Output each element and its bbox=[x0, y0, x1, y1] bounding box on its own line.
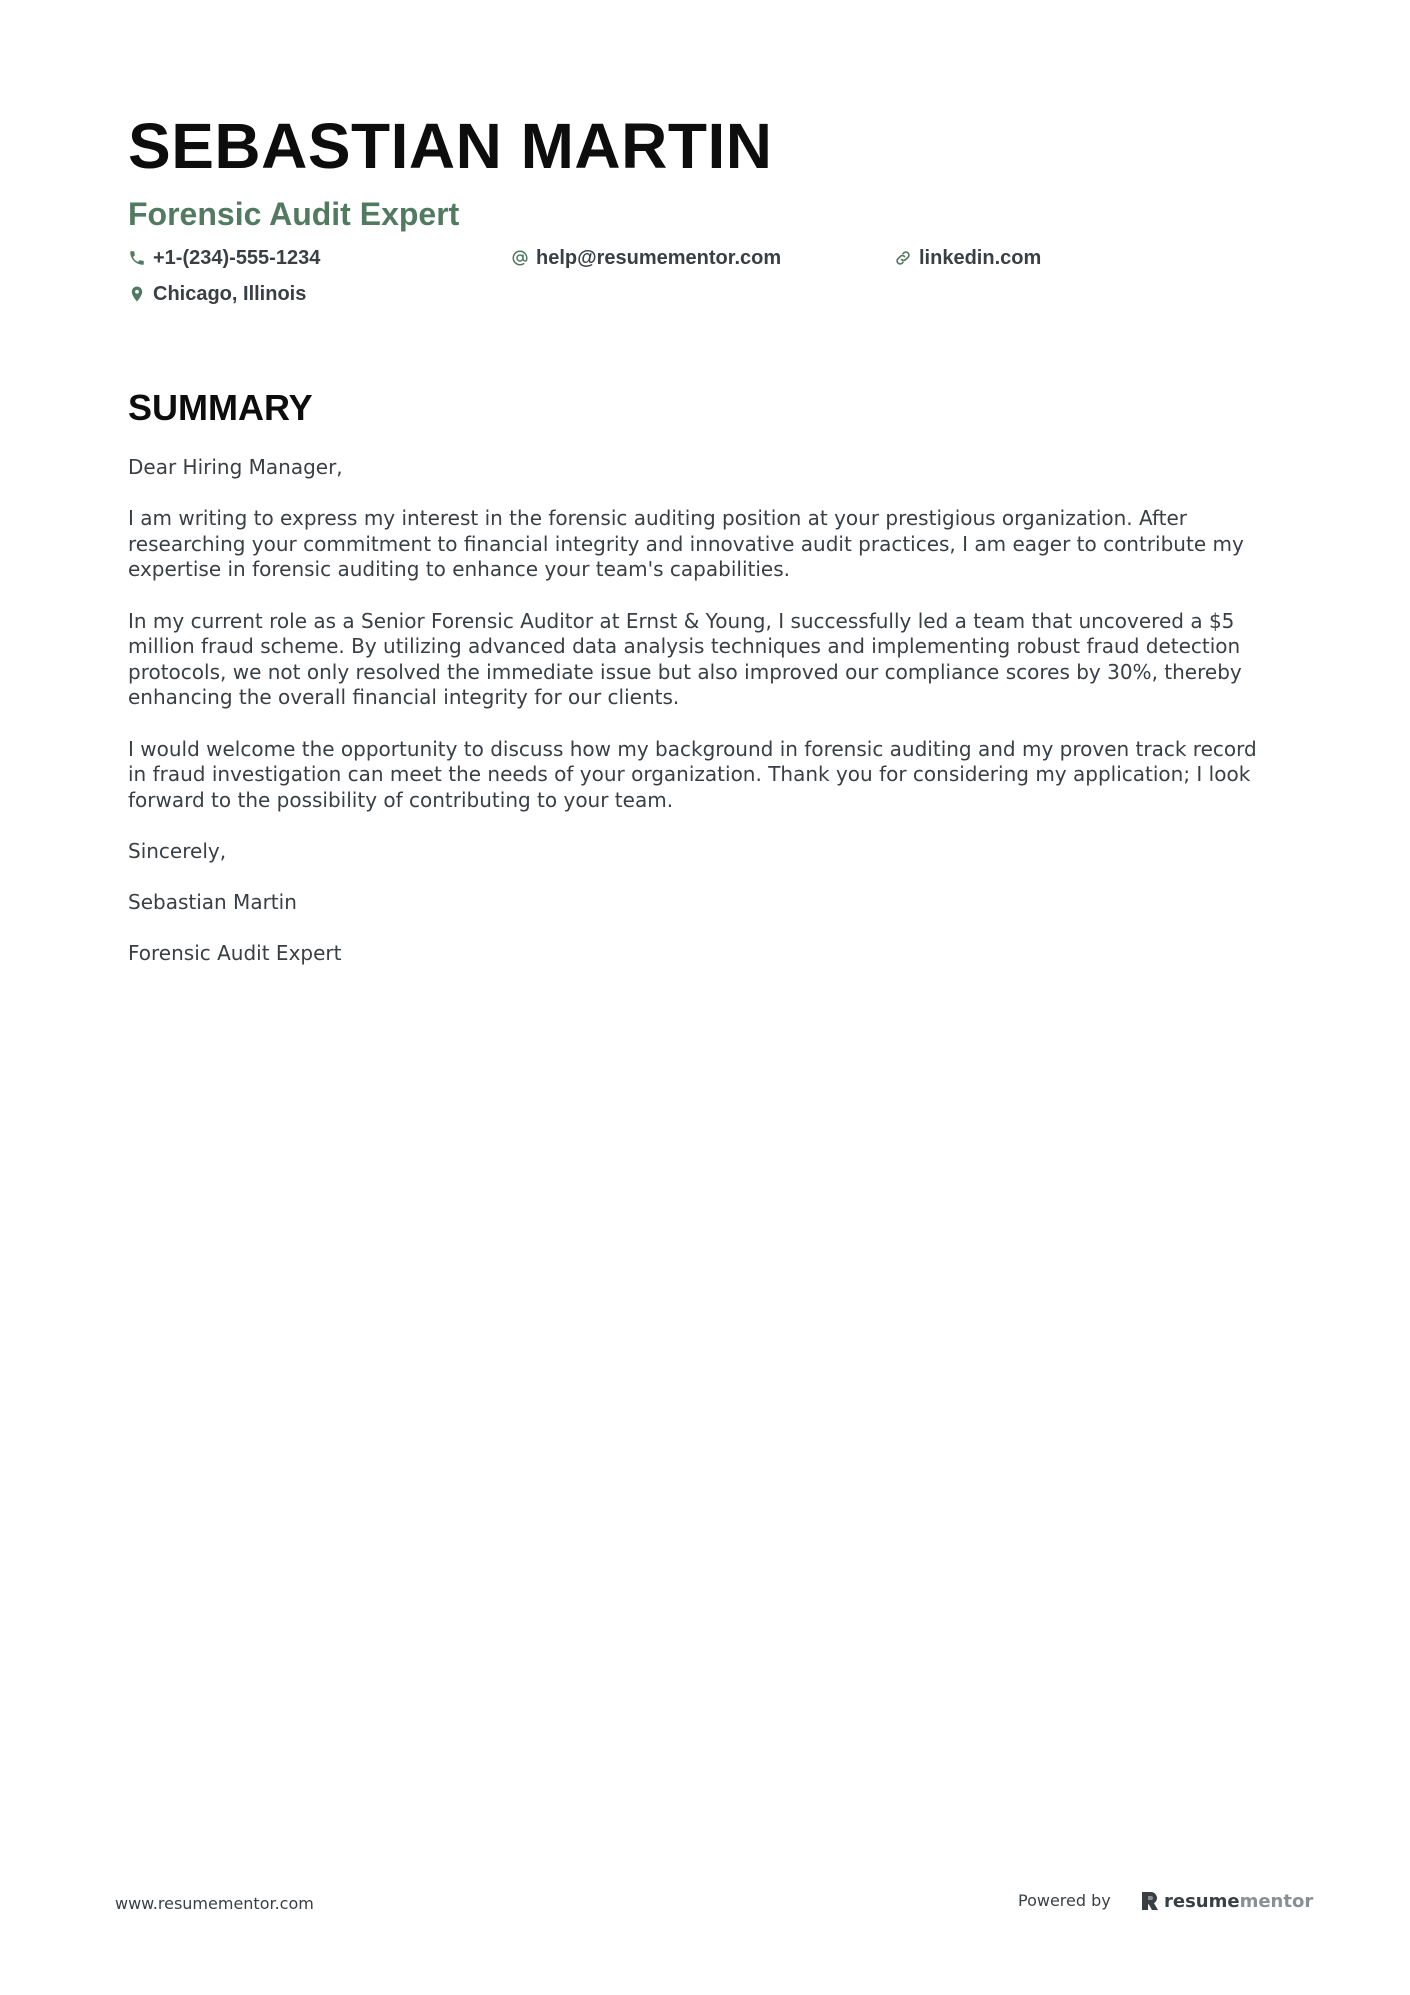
summary-body bbox=[128, 455, 1278, 992]
brand-logo[interactable] bbox=[1140, 1887, 1313, 1915]
powered-by-label: Powered by bbox=[1018, 1891, 1111, 1910]
contact-info bbox=[128, 244, 1278, 324]
salutation: Dear Hiring Manager, bbox=[128, 455, 343, 479]
closing: Sincerely, bbox=[128, 838, 227, 863]
contact-phone bbox=[128, 244, 320, 272]
signature-title: Forensic Audit Expert bbox=[128, 941, 342, 966]
phone-value: +1-(234)-555-1234 bbox=[153, 247, 321, 269]
paragraph-experience: In my current role as a Senior Forensic Auditor at Ernst & Young, I successfully led a team that uncovered a $5 million fraud scheme. By utilizing advanced data analysis techniques and implementing robust fraud detection protocols, we not only resolved the immediate issue but also improved our compliance scores by 30%, thereby enhancing the overall financial integrity for our clients. bbox=[128, 608, 1242, 710]
contact-email bbox=[511, 244, 781, 272]
resumementor-logo-icon bbox=[1140, 1890, 1160, 1912]
signature-name: Sebastian Martin bbox=[128, 890, 297, 915]
contact-link bbox=[894, 244, 1041, 272]
brand-name-part1: resume bbox=[1164, 1890, 1240, 1912]
brand-name-part2: mentor bbox=[1239, 1890, 1314, 1912]
phone-icon bbox=[128, 249, 146, 267]
email-value[interactable]: help@resumementor.com bbox=[536, 247, 782, 269]
paragraph-intro: I am writing to express my interest in the forensic auditing position at your prestigious organization. After researching your commitment to financial integrity and innovative audit practices, I am eager to contribute my expertise in forensic auditing to enhance your team's capabilities. bbox=[128, 506, 1244, 582]
location-pin-icon bbox=[128, 285, 146, 303]
contact-location bbox=[128, 280, 306, 308]
footer-url[interactable]: www.resumementor.com bbox=[115, 1894, 314, 1913]
location-value: Chicago, Illinois bbox=[153, 283, 307, 305]
link-value[interactable]: linkedin.com bbox=[919, 247, 1042, 269]
link-icon bbox=[894, 249, 912, 267]
candidate-role: Forensic Audit Expert bbox=[128, 196, 460, 232]
header bbox=[128, 108, 1278, 324]
candidate-name: SEBASTIAN MARTIN bbox=[128, 110, 773, 182]
summary-heading: SUMMARY bbox=[128, 387, 313, 428]
at-sign-icon bbox=[511, 249, 529, 267]
paragraph-closing: I would welcome the opportunity to discuss how my background in forensic auditing and my proven track record in fraud investigation can meet the needs of your organization. Thank you for considering my application; I look forward to the possibility of contributing to your team. bbox=[128, 736, 1257, 812]
